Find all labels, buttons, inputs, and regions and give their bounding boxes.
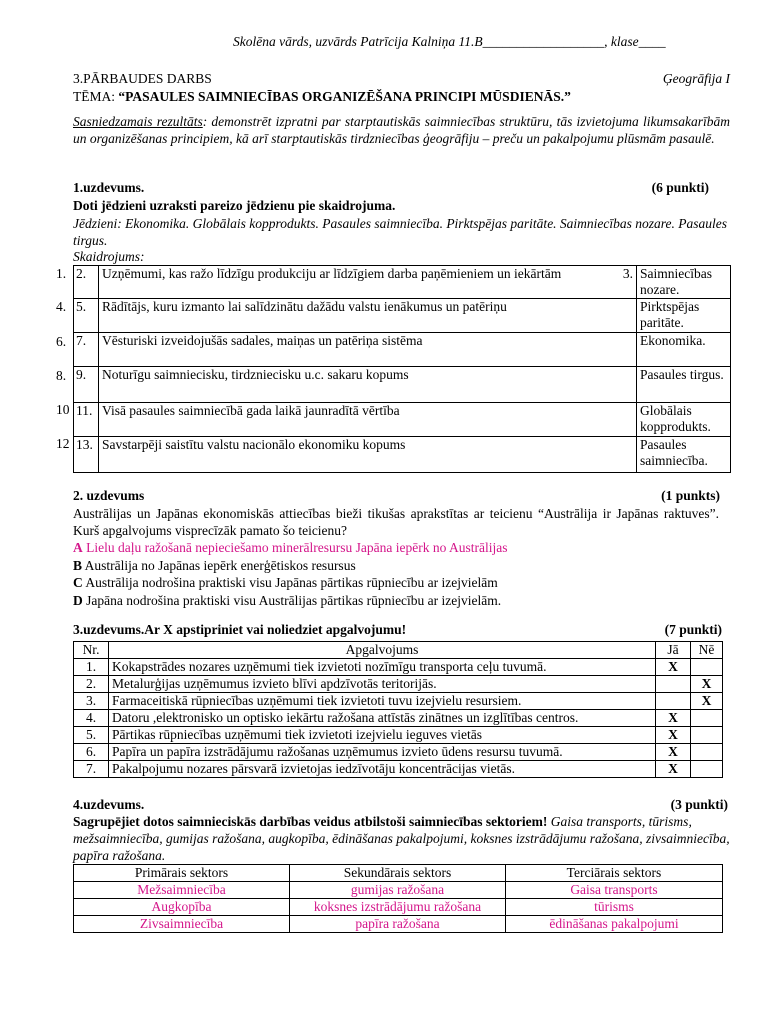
task4-cell: papīra ražošana <box>290 916 506 933</box>
task3-statement: Metalurģijas uzņēmumus izvieto blīvi apdzīvotās teritorijās. <box>109 676 656 693</box>
task3-yes-cell[interactable]: X <box>656 710 691 727</box>
task1-explanation: Savstarpēji saistītu valstu nacionālo ekonomiku kopums <box>99 437 612 473</box>
test-title: 3.PĀRBAUDES DARBS <box>73 71 212 86</box>
task1-mid-number <box>612 403 637 437</box>
task3-yes-cell[interactable]: X <box>656 761 691 778</box>
task1-explanation: Noturīgu saimniecisku, tirdzniecisku u.c. sakaru kopums <box>99 367 612 403</box>
task3-no-cell[interactable] <box>691 659 723 676</box>
task1-row <box>74 266 731 299</box>
task4-cell: koksnes izstrādājumu ražošana <box>290 899 506 916</box>
task3-nr: 2. <box>74 676 109 693</box>
task1-mid-number <box>612 333 637 367</box>
task1-mid-number <box>612 299 637 333</box>
task1-row-number: 11. <box>74 403 99 437</box>
task3-points: (7 punkti) <box>664 622 722 637</box>
task3-yes-cell[interactable]: X <box>656 727 691 744</box>
task3-nr: 7. <box>74 761 109 778</box>
task3-no-cell[interactable] <box>691 727 723 744</box>
task4-title-row <box>73 797 730 813</box>
task1-concepts: Jēdzieni: Ekonomika. Globālais kopprodukts. Pasaules saimniecība. Pirktspējas paritāte. Saimniecības nozare. Pasaules tirgus. <box>73 216 728 248</box>
task1-outer-number: 8. <box>56 368 67 383</box>
test-title-row <box>73 71 730 87</box>
task4-cell: ēdināšanas pakalpojumi <box>506 916 723 933</box>
task1-answer: Pasaules saimniecība. <box>637 437 731 473</box>
task2-options <box>73 539 507 609</box>
task3-table <box>73 641 723 778</box>
task2-title: 2. uzdevums <box>73 488 145 503</box>
task3-nr: 4. <box>74 710 109 727</box>
task4-points: (3 punkti) <box>670 797 728 812</box>
task3-statement: Datoru ,elektronisko un optisko iekārtu ražošana attīstās zinātnes un izglītības centros. <box>109 710 656 727</box>
task1-row-number: 9. <box>74 367 99 403</box>
task1-answer: Pasaules tirgus. <box>637 367 731 403</box>
task4-row <box>74 899 723 916</box>
topic: “PASAULES SAIMNIECĪBAS ORGANIZĒŠANA PRINCIPI MŪSDIENĀS.” <box>118 89 571 104</box>
task3-row <box>74 710 723 727</box>
task3-yes-cell[interactable] <box>656 693 691 710</box>
task1-outer-number: 12 <box>56 436 70 451</box>
task2-option[interactable] <box>73 557 507 575</box>
task3-statement: Papīra un papīra izstrādājumu ražošanas uzņēmumus izvieto ūdens resursu tuvumā. <box>109 744 656 761</box>
task2-option-text: Austrālija nodrošina praktiski visu Japānas pārtikas rūpniecību ar izejvielām <box>82 575 498 590</box>
task3-row <box>74 744 723 761</box>
task1-row-number: 13. <box>74 437 99 473</box>
task3-statement: Kokapstrādes nozares uzņēmumi tiek izvietoti nozīmīgu transporta ceļu tuvumā. <box>109 659 656 676</box>
task3-statement: Pakalpojumu nozares pārsvarā izvietojas iedzīvotāju koncentrācijas vietās. <box>109 761 656 778</box>
task1-row-number: 5. <box>74 299 99 333</box>
task4-cell: tūrisms <box>506 899 723 916</box>
task2-option-text: Japāna nodrošina praktiski visu Austrālijas pārtikas rūpniecību ar izejvielām. <box>82 592 502 608</box>
task1-explanation: Uzņēmumi, kas ražo līdzīgu produkciju ar līdzīgiem darba paņēmieniem un iekārtām <box>99 266 612 299</box>
task1-mid-number <box>612 367 637 403</box>
task3-no-cell[interactable] <box>691 710 723 727</box>
task3-row <box>74 676 723 693</box>
task4-instruction: Sagrupējiet dotos saimnieciskās darbības veidus atbilstoši saimniecības sektoriem! Gaisa transports, tūrisms, mežsaimniecība, gumijas ražošana, augkopība, ēdināšanas pakalpojumi, koksnes izstrādājumu ražošana, zivsaimniecība, papīra ražošana. <box>73 814 730 863</box>
task3-yes-cell[interactable]: X <box>656 744 691 761</box>
student-name-line: Skolēna vārds, uzvārds Patrīcija Kalniņa 11.B__________________, klase____ <box>233 34 666 49</box>
task3-row <box>74 727 723 744</box>
task1-answer: Pirktspējas paritāte. <box>637 299 731 333</box>
task3-yes-cell[interactable] <box>656 676 691 693</box>
task3-yes-cell[interactable]: X <box>656 659 691 676</box>
task2-option-letter: B <box>73 557 83 573</box>
task1-explanation: Rādītājs, kuru izmanto lai salīdzinātu dažādu valstu ienākumus un patēriņu <box>99 299 612 333</box>
task4-row <box>74 882 723 899</box>
subject: Ģeogrāfija I <box>662 71 730 86</box>
task1-outer-number: 6. <box>56 334 67 349</box>
task1-table <box>73 265 731 473</box>
task3-row <box>74 761 723 778</box>
task1-answer: Ekonomika. <box>637 333 731 367</box>
task1-answer: Globālais kopprodukts. <box>637 403 731 437</box>
task1-explanation: Visā pasaules saimniecībā gada laikā jaunradītā vērtība <box>99 403 612 437</box>
task3-row <box>74 693 723 710</box>
task2-option-letter: C <box>73 575 83 590</box>
task2-question: Austrālijas un Japānas ekonomiskās attiecības bieži tikušas aprakstītas ar teicienu “Austrālija ir Japānas raktuves”. Kurš apgalvojums visprecīzāk pamato šo teicienu? <box>73 506 719 538</box>
task4-cell: Mežsaimniecība <box>74 882 290 899</box>
task3-title-row <box>73 622 730 638</box>
task4-cell: Gaisa transports <box>506 882 723 899</box>
task3-statement: Farmaceitiskā rūpniecības uzņēmumi tiek izvietoti tuvu izejvielu resursiem. <box>109 693 656 710</box>
task1-answer: Saimniecības nozare. <box>637 266 731 299</box>
task1-row <box>74 403 731 437</box>
task3-nr: 1. <box>74 659 109 676</box>
task1-row-number: 2. <box>74 266 99 299</box>
task4-header-row: Primārais sektors Sekundārais sektors Terciārais sektors <box>74 865 723 882</box>
task4-cell: Augkopība <box>74 899 290 916</box>
task1-row-number: 7. <box>74 333 99 367</box>
task3-header-row: Nr. Apgalvojums Jā Nē <box>74 642 723 659</box>
task1-row <box>74 437 731 473</box>
task3-nr: 6. <box>74 744 109 761</box>
task1-row <box>74 367 731 403</box>
task4-cell: gumijas ražošana <box>290 882 506 899</box>
task3-row <box>74 659 723 676</box>
task2-option-text: Lielu daļu ražošanā nepieciešamo minerālresursu Japāna iepērk no Austrālijas <box>82 540 508 555</box>
task3-nr: 3. <box>74 693 109 710</box>
task1-title: 1.uzdevums. <box>73 180 145 195</box>
task1-points: (6 punkti) <box>651 180 709 195</box>
task2-option[interactable] <box>73 592 507 610</box>
task1-mid-number <box>612 437 637 473</box>
task2-title-row <box>73 488 730 504</box>
task4-table <box>73 864 723 933</box>
task1-outer-number: 1. <box>56 266 67 281</box>
task1-row <box>74 299 731 333</box>
task1-outer-number: 10 <box>56 402 70 417</box>
task2-option-text: Austrālija no Japānas iepērk enerģētiskos resursus <box>82 557 356 573</box>
task1-explanation: Vēsturiski izveidojušās sadales, maiņas un patēriņa sistēma <box>99 333 612 367</box>
task3-nr: 5. <box>74 727 109 744</box>
task1-title-row <box>73 180 730 196</box>
task3-no-cell[interactable] <box>691 744 723 761</box>
task1-outer-number: 4. <box>56 299 67 314</box>
task1-instruction: Doti jēdzieni uzraksti pareizo jēdzienu pie skaidrojuma. <box>73 198 396 213</box>
task3-statement: Pārtikas rūpniecības uzņēmumi tiek izvietoti izejvielu ieguves vietās <box>109 727 656 744</box>
task1-mid-number: 3. <box>612 266 637 299</box>
task4-row <box>74 916 723 933</box>
task2-option-letter: A <box>73 540 83 555</box>
task2-option-letter: D <box>73 592 83 608</box>
task3-title: 3.uzdevums.Ar X apstipriniet vai noliedziet apgalvojumu! <box>73 622 407 637</box>
task2-option[interactable] <box>73 574 507 592</box>
task4-title: 4.uzdevums. <box>73 797 145 812</box>
expected-result: Sasniedzamais rezultāts: demonstrēt izpratni par starptautiskās saimniecības struktūru, tās izvietojuma likumsakarībām un organizēšanas principiem, kā arī starptautiskās tirdzniecības ģeogrāfiju – preču un pakalpojumu plūsmām pasaulē. <box>73 114 730 146</box>
task2-points: (1 punkts) <box>661 488 720 503</box>
task4-cell: Zivsaimniecība <box>74 916 290 933</box>
task3-no-cell[interactable] <box>691 761 723 778</box>
task1-row <box>74 333 731 367</box>
task3-no-cell[interactable]: X <box>691 693 723 710</box>
task1-explanations-label: Skaidrojums: <box>73 249 145 264</box>
topic-line: TĒMA: “PASAULES SAIMNIECĪBAS ORGANIZĒŠANA PRINCIPI MŪSDIENĀS.” <box>73 89 571 104</box>
task3-no-cell[interactable]: X <box>691 676 723 693</box>
task2-option[interactable] <box>73 539 507 557</box>
